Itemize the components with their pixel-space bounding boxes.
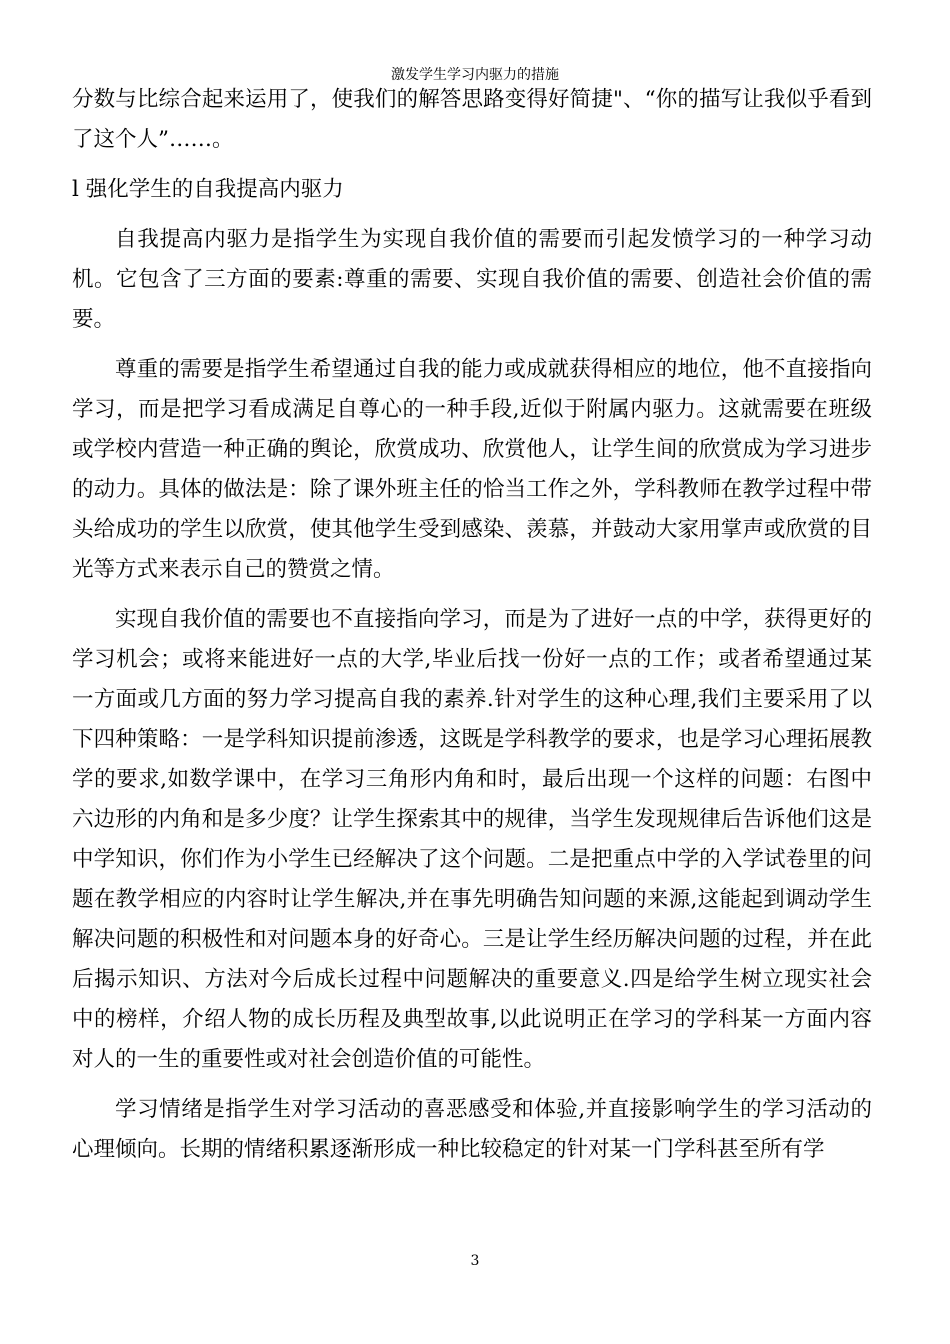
paragraph-self-improvement-drive: 自我提高内驱力是指学生为实现自我价值的需要而引起发愤学习的一种学习动机。它包含了三方面的要素:尊重的需要、实现自我价值的需要、创造社会价值的需要。 bbox=[72, 227, 872, 332]
section-heading: l 强化学生的自我提高内驱力 bbox=[72, 177, 344, 202]
page-header: 激发学生学习内驱力的措施 bbox=[391, 67, 559, 83]
paragraph-learning-emotion: 学习情绪是指学生对学习活动的喜恶感受和体验,并直接影响学生的学习活动的心理倾向。长期的情绪积累逐渐形成一种比较稳定的针对某一门学科甚至所有学 bbox=[72, 1097, 872, 1162]
page-number: 3 bbox=[470, 1253, 480, 1269]
paragraph-need-for-respect: 尊重的需要是指学生希望通过自我的能力或成就获得相应的地位，他不直接指向学习，而是把学习看成满足自尊心的一种手段,近似于附属内驱力。这就需要在班级或学校内营造一种正确的舆论，欣赏成功、欣赏他人，让学生间的欣赏成为学习进步的动力。具体的做法是：除了课外班主任的恰当工作之外，学科教师在教学过程中带头给成功的学生以欣赏，使其他学生受到感染、羡慕，并鼓动大家用掌声或欣赏的目光等方式来表示自己的赞赏之情。 bbox=[72, 357, 872, 582]
paragraph-continuation: 分数与比综合起来运用了，使我们的解答思路变得好简捷"、“你的描写让我似乎看到了这个人”……。 bbox=[72, 87, 872, 152]
document-body bbox=[72, 80, 872, 1170]
paragraph-self-realization: 实现自我价值的需要也不直接指向学习，而是为了进好一点的中学，获得更好的学习机会；或将来能进好一点的大学,毕业后找一份好一点的工作；或者希望通过某一方面或几方面的努力学习提高自我的素养.针对学生的这种心理,我们主要采用了以下四种策略：一是学科知识提前渗透，这既是学科教学的要求，也是学习心理拓展教学的要求,如数学课中，在学习三角形内角和时，最后出现一个这样的问题：右图中六边形的内角和是多少度？让学生探索其中的规律，当学生发现规律后告诉他们这是中学知识，你们作为小学生已经解决了这个问题。二是把重点中学的入学试卷里的问题在教学相应的内容时让学生解决,并在事先明确告知问题的来源,这能起到调动学生解决问题的积极性和对问题本身的好奇心。三是让学生经历解决问题的过程，并在此后揭示知识、方法对今后成长过程中问题解决的重要意义.四是给学生树立现实社会中的榜样，介绍人物的成长历程及典型故事,以此说明正在学习的学科某一方面内容对人的一生的重要性或对社会创造价值的可能性。 bbox=[72, 607, 872, 1072]
